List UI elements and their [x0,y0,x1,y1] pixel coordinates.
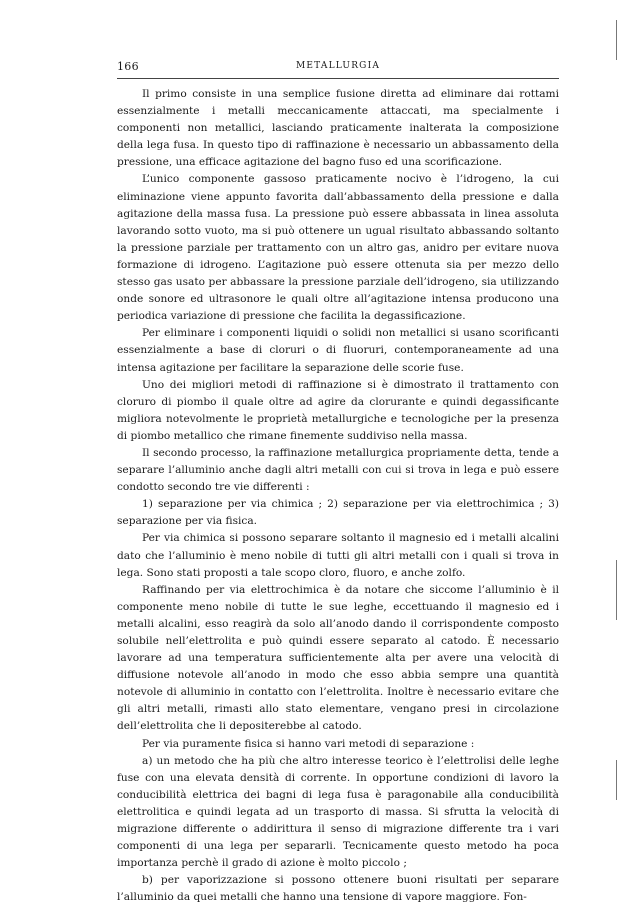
page-edge-mark [616,560,617,620]
paragraph: Uno dei migliori metodi di raffinazione si è dimostrato il trattamento con cloruro di piombo il quale oltre ad agire da clorurante e quindi degassificante migliora notevolmente le proprietà metallurgiche e tecnologiche per la presenza di piombo metallico che rimane finemente suddiviso nella massa. [117,378,559,442]
paragraph: Il primo consiste in una semplice fusione diretta ad eliminare dai rottami essenzialmente i metalli meccanicamente attaccati, ma specialmente i componenti non metallici, lasciando praticamente inalterata la composizione della lega fusa. In questo tipo di raffinazione è necessario un abbassamento della pressione, una efficace agitazione del bagno fuso ed una scorificazione. [117,88,559,169]
paragraph: Per via chimica si possono separare soltanto il magnesio ed i metalli alcalini dato che l’alluminio è meno nobile di tutti gli altri metalli con i quali si trova in lega. Sono stati proposti a tale scopo cloro, fluoro, e anche zolfo. [117,532,559,579]
page-header [117,60,559,79]
enumerated-methods: 1) separazione per via chimica ; 2) separazione per via elettrochimica ; 3) separazione per via fisica. [117,498,559,528]
list-item-b: b) per vaporizzazione si possono ottenere buoni risultati per separare l’alluminio da quei metalli che hanno una tensione di vapore maggiore. Fon- [117,874,559,904]
paragraph: Per via puramente fisica si hanno vari metodi di separazione : [142,737,475,750]
page-edge-mark [616,760,617,800]
paragraph: L’unico componente gassoso praticamente nocivo è l’idrogeno, la cui eliminazione viene appunto favorita dall’abbassamento della pressione e dalla agitazione della massa fusa. La pressione può essere abbassata in linea assoluta lavorando sotto vuoto, ma si può ottenere un ugual risultato abbassando soltanto la pressione parziale per trattamento con un altro gas, anidro per evitare nuova formazione di idrogeno. L’agitazione può essere ottenuta sia per mezzo dello stesso gas usato per abbassare la pressione parziale dell’idrogeno, sia utilizzando onde sonore ed ultrasonore le quali oltre all’agitazione intensa producono una periodica variazione di pressione che facilita la degassificazione. [117,173,559,323]
running-title: METALLURGIA [295,61,381,71]
page-number: 166 [117,60,139,73]
list-item-a: a) un metodo che ha più che altro interesse teorico è l’elettrolisi delle leghe fuse con una elevata densità di corrente. In opportune condizioni di lavoro la conducibilità elettrica dei bagni di lega fusa è paragonabile alla conducibilità elettrolitica e quindi legata ad un trasporto di massa. Si sfrutta la velocità di migrazione differente o addirittura il senso di migrazione differente tra i vari componenti di una lega per separarli. Tecnicamente questo metodo ha poca importanza perchè il grado di azione è molto piccolo ; [117,754,559,870]
paragraph: Il secondo processo, la raffinazione metallurgica propriamente detta, tende a separare l’alluminio anche dagli altri metalli con cui si trova in lega e può essere condotto secondo tre vie differenti : [117,446,559,494]
paragraph: Per eliminare i componenti liquidi o solidi non metallici si usano scorificanti essenzialmente a base di cloruri o di fluoruri, contemporaneamente ad una intensa agitazione per facilitare la separazione delle scorie fuse. [117,327,559,374]
paragraph: Raffinando per via elettrochimica è da notare che siccome l’alluminio è il componente meno nobile di tutte le sue leghe, eccettuando il magnesio ed i metalli alcalini, esso reagirà da solo all’anodo dando il corrispondente composto solubile nell’elettrolita e può quindi essere separato al catodo. È necessario lavorare ad una temperatura sufficientemente alta per avere una velocità di diffusione notevole all’anodo in modo che esso abbia sempre una quantità notevole di alluminio in contatto con l’elettrolita. Inoltre è necessario evitare che gli altri metalli, rimasti allo stato elementare, vengano presi in circolazione dell’elettrolita che li depositerebbe al catodo. [117,583,559,733]
page-edge-mark [616,20,617,60]
body-text [117,86,559,907]
